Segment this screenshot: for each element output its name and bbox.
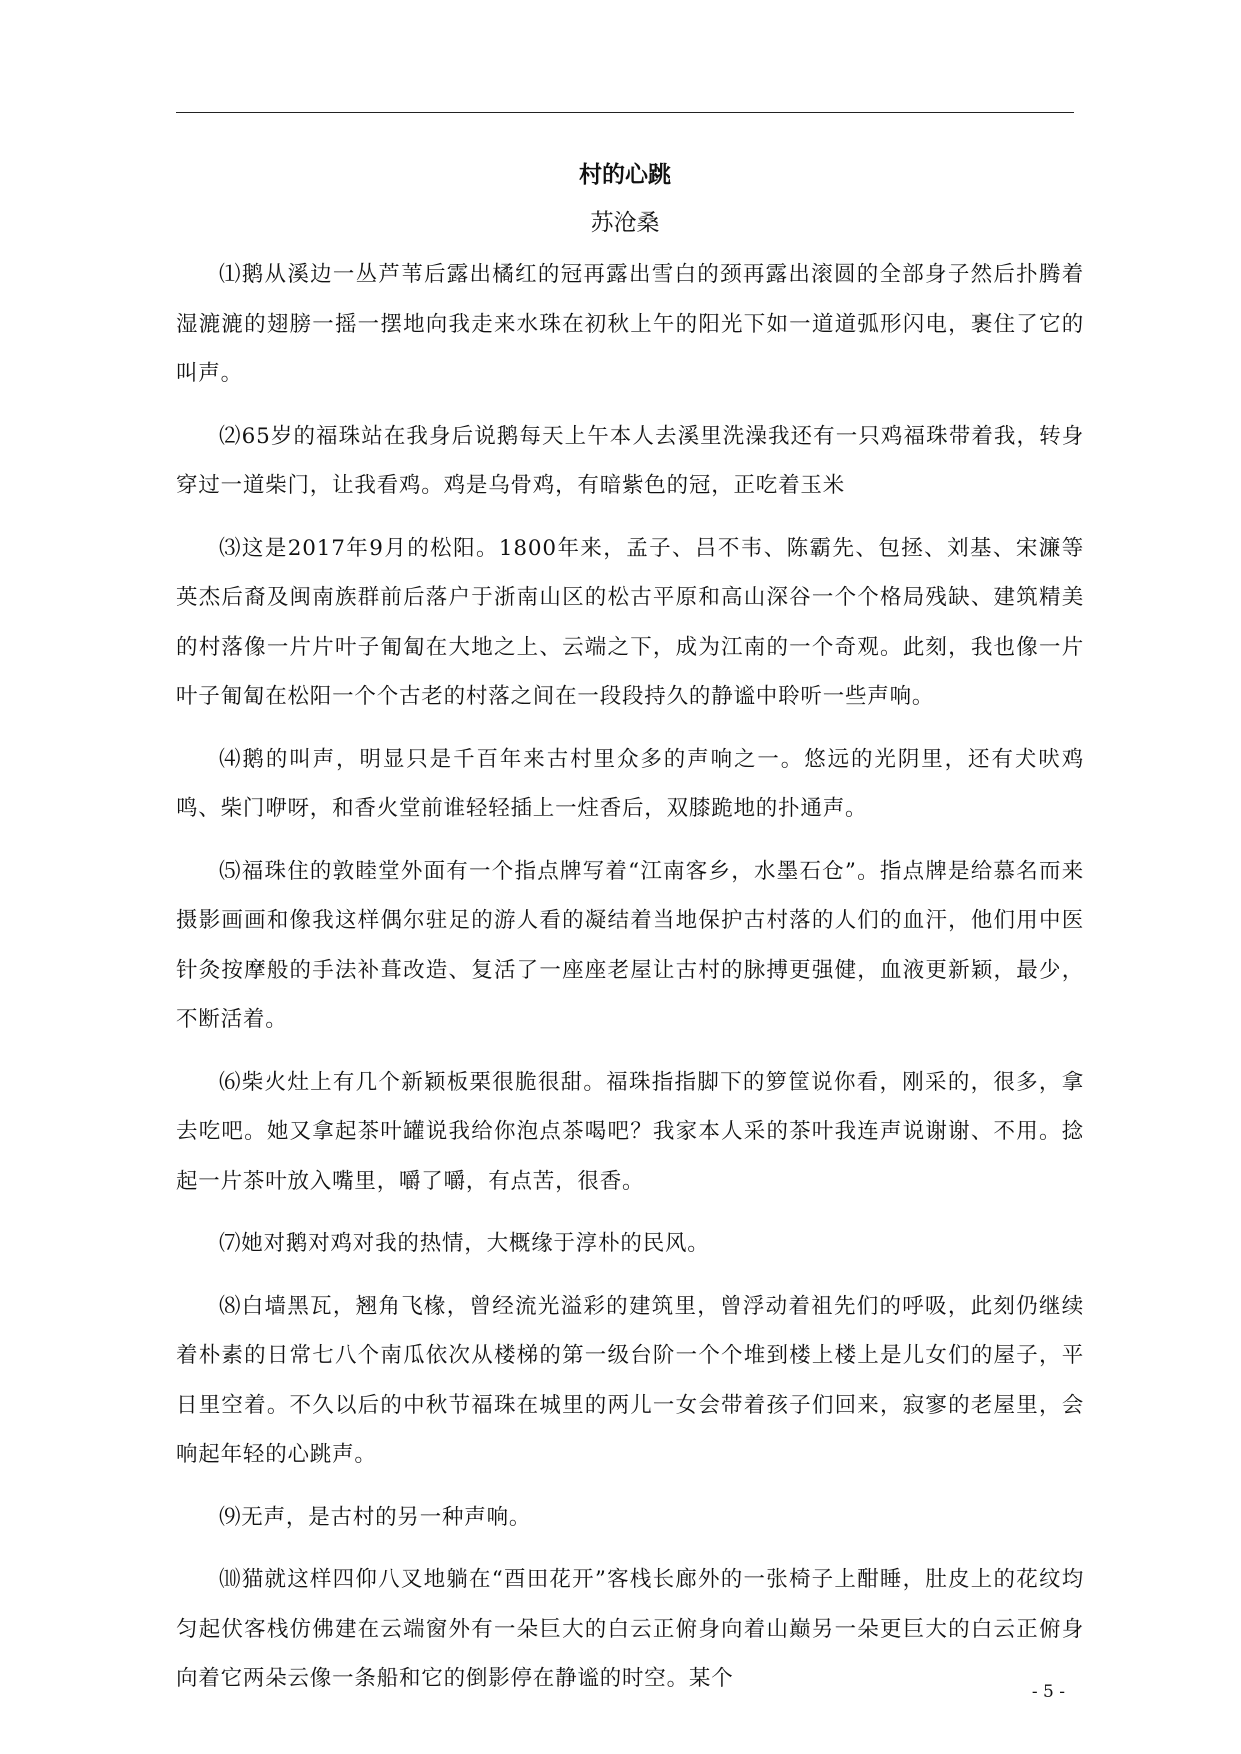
paragraph-7: ⑺她对鹅对鸡对我的热情，大概缘于淳朴的民风。: [219, 1231, 710, 1256]
article-author: 苏沧桑: [590, 210, 660, 236]
page-number: - 5 -: [1031, 1682, 1065, 1702]
paragraph-1: ⑴鹅从溪边一丛芦苇后露出橘红的冠再露出雪白的颈再露出滚圆的全部身子然后扑腾着湿漉漉的翅膀一摇一摆地向我走来水珠在初秋上午的阳光下如一道道弧形闪电，裹住了它的叫声。: [176, 262, 1084, 386]
paragraph-10: ⑽猫就这样四仰八叉地躺在“酉田花开”客栈长廊外的一张椅子上酣睡，肚皮上的花纹均匀起伏客栈仿佛建在云端窗外有一朵巨大的白云正俯身向着山巅另一朵更巨大的白云正俯身向着它两朵云像一条船和它的倒影停在静谧的时空。某个: [176, 1567, 1084, 1691]
paragraph-8: ⑻白墙黑瓦，翘角飞椽，曾经流光溢彩的建筑里，曾浮动着祖先们的呼吸，此刻仍继续着朴素的日常七八个南瓜依次从楼梯的第一级台阶一个个堆到楼上楼上是儿女们的屋子，平日里空着。不久以后的中秋节福珠在城里的两儿一女会带着孩子们回来，寂寥的老屋里，会响起年轻的心跳声。: [176, 1293, 1084, 1467]
header-rule: [176, 112, 1074, 113]
article-body: [176, 250, 1084, 1717]
paragraph-9: ⑼无声，是古村的另一种声响。: [219, 1504, 532, 1530]
paragraph-3: ⑶这是2017年9月的松阳。1800年来，孟子、吕不韦、陈霸先、包拯、刘基、宋濂等英杰后裔及闽南族群前后落户于浙南山区的松古平原和高山深谷一个个格局残缺、建筑精美的村落像一片片叶子匍匐在大地之上、云端之下，成为江南的一个奇观。此刻，我也像一片叶子匍匐在松阳一个个古老的村落之间在一段段持久的静谧中聆听一些声响。: [176, 535, 1084, 709]
paragraph-6: ⑹柴火灶上有几个新颖板栗很脆很甜。福珠指指脚下的箩筐说你看，刚采的，很多，拿去吃吧。她又拿起茶叶罐说我给你泡点茶喝吧？我家本人采的茶叶我连声说谢谢、不用。捻起一片茶叶放入嘴里，嚼了嚼，有点苦，很香。: [176, 1069, 1084, 1194]
paragraph-5: ⑸福珠住的敦睦堂外面有一个指点牌写着“江南客乡，水墨石仓”。指点牌是给慕名而来摄影画画和像我这样偶尔驻足的游人看的凝结着当地保护古村落的人们的血汗，他们用中医针灸按摩般的手法补葺改造、复活了一座座老屋让古村的脉搏更强健，血液更新颖，最少，不断活着。: [176, 858, 1084, 1032]
paragraph-2: ⑵65岁的福珠站在我身后说鹅每天上午本人去溪里洗澡我还有一只鸡福珠带着我，转身穿过一道柴门，让我看鸡。鸡是乌骨鸡，有暗紫色的冠，正吃着玉米: [176, 423, 1084, 498]
paragraph-4: ⑷鹅的叫声，明显只是千百年来古村里众多的声响之一。悠远的光阴里，还有犬吠鸡鸣、柴门咿呀，和香火堂前谁轻轻插上一炷香后，双膝跪地的扑通声。: [176, 746, 1084, 821]
article-title: 村的心跳: [579, 161, 671, 188]
